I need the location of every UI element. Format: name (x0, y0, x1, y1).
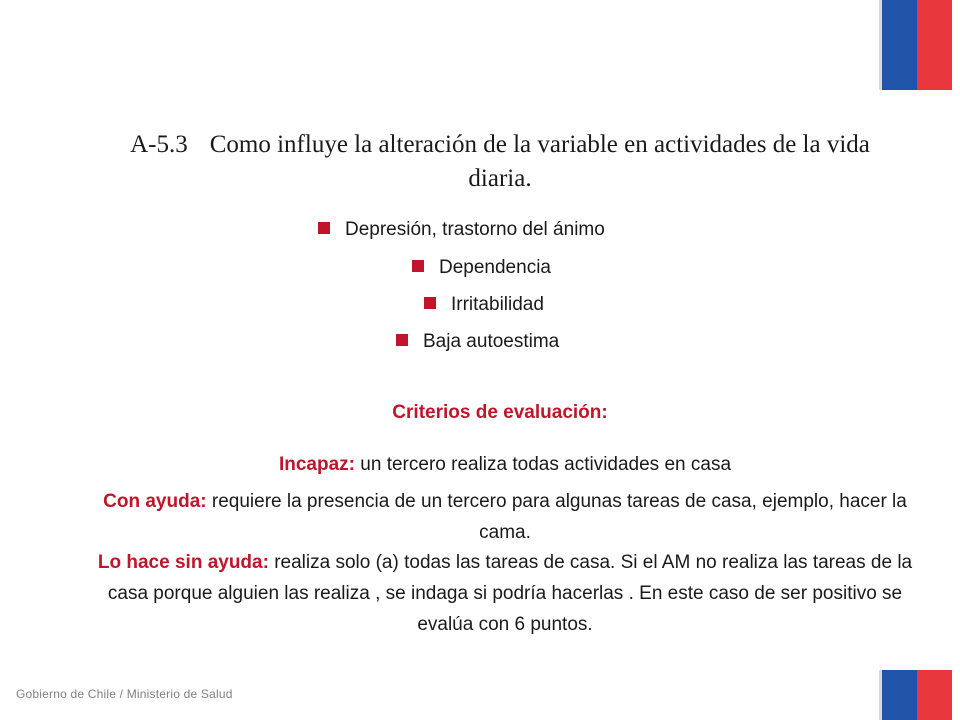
criteria-label: Lo hace sin ayuda: (97, 552, 269, 573)
criteria-label: Incapaz: (278, 454, 356, 475)
bullet-item: Dependencia (412, 256, 551, 280)
square-bullet-icon (396, 334, 408, 346)
criteria-text: requiere la presencia de un tercero para algunas tareas de casa, ejemplo, hacer la cama. (211, 491, 907, 543)
slide-code: A-5.3 (130, 131, 188, 158)
chile-flag-bottom-logo (882, 670, 952, 720)
footer-text: Gobierno de Chile / Ministerio de Salud (16, 687, 233, 701)
bullet-item: Irritabilidad (424, 293, 544, 317)
square-bullet-icon (424, 297, 436, 309)
slide-title-text: Como influye la alteración de la variable en actividades de la vida diaria. (209, 131, 870, 192)
chile-flag-top-logo (882, 0, 952, 90)
criteria-title: Criterios de evaluación: (392, 402, 608, 423)
criteria-item-sin-ayuda (88, 547, 922, 640)
square-bullet-icon (318, 222, 330, 234)
criteria-text: un tercero realiza todas actividades en casa (360, 454, 732, 475)
bullet-item: Baja autoestima (396, 330, 559, 354)
criteria-item-con-ayuda (100, 486, 910, 548)
square-bullet-icon (412, 260, 424, 272)
bullet-item: Depresión, trastorno del ánimo (318, 218, 605, 242)
criteria-label: Con ayuda: (103, 491, 207, 512)
criteria-text: realiza solo (a) todas las tareas de casa. Si el AM no realiza las tareas de la casa porque alguien las realiza , se indaga si podría hacerlas . En este caso de ser positivo se evalúa con 6 puntos. (107, 552, 913, 635)
criteria-item-incapaz (100, 449, 910, 480)
slide-title (100, 128, 900, 196)
